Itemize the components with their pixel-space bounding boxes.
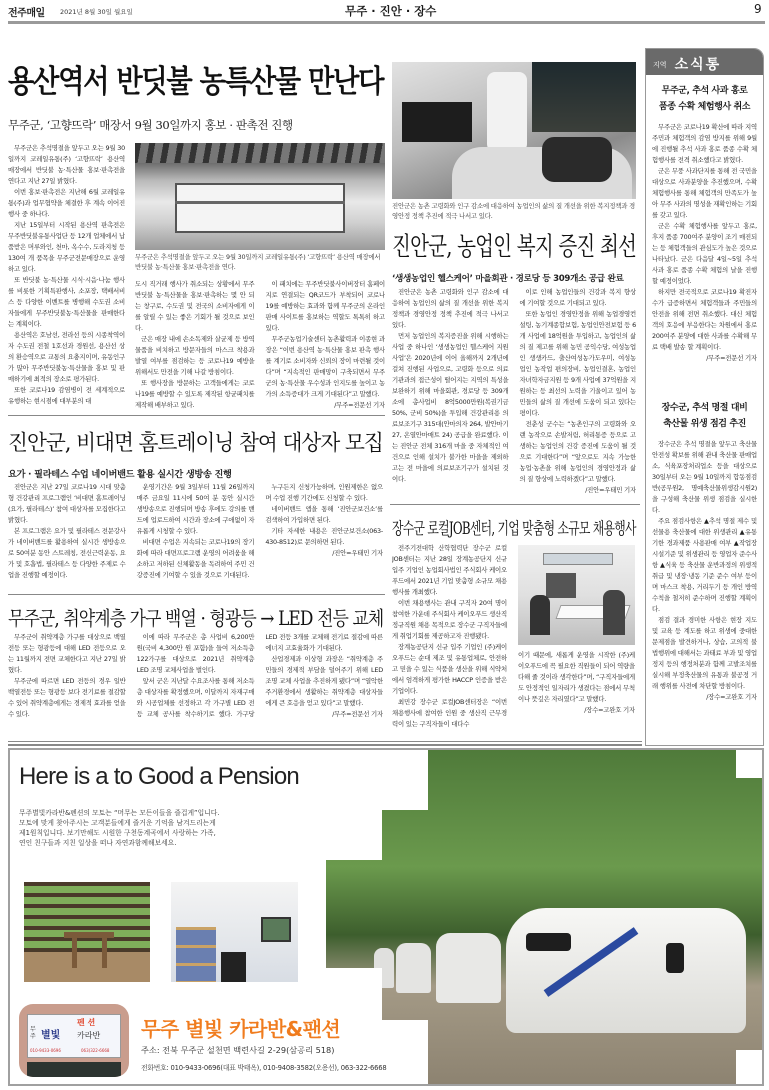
section-double-rule [8, 741, 642, 746]
paragraph: 비대면 수업은 지속되는 코로나19의 장기화에 따라 대면프로그램 운영의 어려움을 해소하고 저하된 신체활동을 독려하여 주민 건강증진에 기여할 수 있을 것으로 기대된다. [136, 538, 255, 579]
ad-intro [19, 808, 319, 848]
sidebar-item-headline [652, 83, 757, 115]
paragraph: 무주군에 따르면 LED 전등의 경우 일반 백열전등 또는 형광등 보다 전기료를 절감할 수 있어 취약계층에게는 경제적 효과를 얻을 수 있다. [8, 677, 126, 718]
sidebar-label-big: 소식통 [674, 57, 722, 73]
photo-caravan-interior [171, 882, 298, 982]
photo-job-interview [518, 545, 635, 645]
ad-title: Here is a to Good a Pension [19, 763, 299, 790]
photo-massage-chair [392, 62, 636, 199]
paragraph: 이 패치에는 무주반딧불사이버장터 홈페이지로 연결되는 QR코드가 부착되어 코로나19를 예방하는 효과와 함께 무주군의 온라인 판매 사이트를 홍보하는 역할도 톡톡히 하고 있다. [265, 280, 385, 332]
sidebar-item [646, 384, 763, 739]
paragraph: 전주기전대학 산학협력단 장수군 로컬JOB센터는 지난 28일 장계농공단지 신규입주 기업인 농업회사법인 주식회사 케이오푸드에서 2021년 기업 맞춤형 소규모 채용행사를 개최했다. [392, 544, 507, 596]
headline-line: 무주군, 추석 사과 홍로 [661, 86, 748, 96]
sidebar-item-headline [652, 400, 757, 432]
intro-line: 무주별빛카라반&펜션의 모토는 “머무는 모든이들을 즐겁게”입니다. [19, 809, 220, 817]
business-phone: 전화번호: 010-9433-0696(대표 박태옥), 010-9408-3582(오용선), 063-322-6668 [141, 1064, 387, 1072]
paragraph: 산업경제과 이상형 과장은 “취약계층 주민들의 경제적 부담을 덜어주기 위해 LED 조명 교체 사업을 추진하게 됐다”며 “열악한 주거환경에서 생활하는 취약계층 대상자들에게 큰 호응을 얻고 있다”고 말했다. [265, 655, 383, 707]
article-column-2 [518, 650, 635, 737]
page-header [0, 0, 769, 24]
headline-line: 축산물 위생 점검 추진 [663, 419, 746, 429]
intro-line: 연인 친구들과 지친 일상을 떠나 자연과함께해보세요. [19, 839, 177, 847]
sidebar-item-body [652, 439, 757, 739]
byline: /무주=전문선 기자 [706, 354, 757, 362]
paragraph: 장계농공단지 신규 입주 기업인 (주)케이오푸드는 순대 제조 및 유통업체로, 안전하고 믿을 수 있는 식품을 생산을 위해 식약처에서 엄격하게 평가한 HACCP 인증을 받은 기업이다. [392, 643, 507, 695]
paragraph: 주요 점검사항은 ▲추석 명절 제수 및 선물용 축산물에 대한 위생관리 ▲유통기한 경과제품 사용판매 여부 ▲작업장 시설기준 및 위생관리 등 영업자 준수사항 ▲식육 등 축산물 운반과정의 위생적 취급 및 냉장·냉동 기준 준수 여부 등이며 마스크 착용, 거리두기 등 개인 방역수칙을 철저히 준수하며 진행할 계획이다. [652, 517, 757, 613]
photo-caption: 무주군은 추석명절을 앞두고 오는 9월 30일까지 코레일유통(주) ‘고향뜨락’ 용산역 매장에서 반딧불 농·특산물 홍보·판촉전을 연다. [135, 253, 381, 271]
business-address: 주소: 전북 무주군 설천면 백련사길 2-29(삼공리 518) [141, 1045, 335, 1055]
paragraph: 지난 15일부터 시작된 용산역 판촉전은 무주반딧불유통사업단 등 12개 업체에서 납품받은 머루와인, 천마, 옥수수, 도라지청 등 130여 개 품목을 무주군전문매장으로 운영하고 있다. [8, 221, 125, 273]
paragraph: 도시 직거래 행사가 취소되는 상황에서 무주반딧불 농·특산물을 홍보·판촉하는 몇 안 되는 창구로, 수도권 및 전국의 소비자에게 이를 알릴 수 있는 좋은 기회가 될 것으로 보인다. [135, 280, 255, 332]
section-title: 무주 · 진안 · 장수 [345, 4, 437, 18]
pension-advertisement [8, 748, 764, 1086]
paragraph: 하지만 전국적으로 코로나19 확진자 수가 급증하면서 체험객들과 주민들의 안전을 위해 전면 취소했다. 대신 체험객의 호응에 부응한다는 차원에서 홍로 200여주 분양에 대한 사과를 수확해 무료 택배 발송 할 계획이다. [652, 288, 757, 351]
paragraph: 이번 채용행사는 관내 구직자 20여 명이 참여한 가운데 주식회사 케이오푸드 생산직 정규직원 채용 목적으로 장수군 구직자들에게 취업기회를 제공하고자 진행됐다. [392, 599, 507, 640]
paragraph: 군은 매장 내에 손소독제와 살균제 등 방역물품을 비치하고 방문자들의 마스크 착용과 발열 여부를 점검하는 등 코로나19 예방을 위해서도 만전을 기해 나갈 방침이다. [135, 335, 255, 376]
paper-name: 전주매일 [8, 8, 45, 19]
paragraph: 또 반딧불 농·특산물 시식·시음·나눔 행사를 비롯한 기획특판행사, 소포장, 택배서비스 등 다양한 이벤트를 병행해 수도권 소비자들에게 무주반딧불농·특산물을 판매한다는 계획이다. [8, 276, 125, 328]
divider [8, 594, 385, 595]
divider [8, 415, 385, 416]
headline: 진안군, 농업인 복지 증진 최선 [392, 232, 637, 262]
paragraph: 누구든지 신청가능하며, 인원제한은 없으며 수업 진행 기간에도 신청할 수 있다. [265, 483, 383, 502]
photo-deck-picnic-table [24, 882, 150, 982]
byline: /진안=우태민 기자 [585, 486, 636, 494]
sidebar-label-small: 지역 [653, 61, 667, 69]
intro-line: 제1원칙입니다. 보기만해도 시원한 구천동계곡에서 사랑하는 가족, [19, 829, 216, 837]
paragraph: 운영기간은 9월 3일부터 11월 26일까지 매주 금요일 11시에 50여 분 동안 실시간 생방송으로 진행되며 방송 후에도 강의를 밴드에 업로드하여 시간과 장소에 구애없이 자유롭게 시청할 수 있다. [136, 483, 255, 535]
intro-line: 모토에 맞게 찾아주시는 고객분들에게 즐거운 기억을 남겨드리는게 [19, 819, 216, 827]
article-columns-2-3 [135, 279, 385, 411]
paragraph: 군은 수확 체험행사를 앞두고 홍로, 후지 품종 700여주 분양이 조기 매진되는 등 체험객들의 관심도가 높은 것으로 나타났다. 군은 다음달 4일~5일 추석사과 홍로 품종 수확 체험의 날을 진행할 예정이었다. [652, 222, 757, 285]
article-column-1 [392, 543, 507, 737]
paragraph: 기타 자세한 내용은 진안군보건소(063-430-8512)로 문의하면 된다. [265, 527, 383, 546]
page-number: 9 [754, 2, 762, 16]
subtitle: 무주군, ‘고향뜨락’ 매장서 9월 30일까지 홍보 · 판촉전 진행 [8, 118, 293, 132]
photo-pension-signboard [19, 1004, 129, 1077]
paragraph: 또한 농업인 경영안정을 위해 농업경영컨설팅, 농기계종합보험, 농업인안전보험 등 6개 사업에 18억원을 투입하고, 농업인의 삶의 질 제고를 위해 농민 공익수당, 여성농업인 생생카드, 출산여성농가도우미, 여성농업인 농작업 편의장비, 농업인결혼, 농업인 자녀학자금지원 등 9개 사업에 37억원을 지원하는 등 최선의 노력을 기울이고 있어 농민들의 삶의 질 개선에 도움이 되고 있다는 평이다. [519, 310, 636, 417]
paragraph: 군은 무풍 사과단지를 통해 전 국민을 대상으로 사과분양을 추진했으며, 수확 체험행사를 통해 체험객의 만족도가 높아 무주 사과의 명성을 재확인하는 기회를 갖고 있다. [652, 167, 757, 219]
paragraph: 최민강 장수군 로컬JOB센터장은 “이번 채용행사에 참여한 인원 중 생산직 근무경력이 있는 구직자들이 대다수 [392, 698, 507, 728]
headline-line: 품종 수확 체험행사 취소 [658, 102, 751, 112]
photo-yongsan-station-booth [135, 143, 385, 250]
paragraph: 진안군은 지난 27일 코로나19 시대 맞춤형 건강관리 프로그램인 ‘비대면 홈트레이닝(요가, 필라테스)’ 참여 대상자를 모집한다고 밝혔다. [8, 483, 126, 524]
headline: 장수군 로컬JOB센터, 기업 맞춤형 소규모 채용행사 [392, 519, 636, 538]
business-name: 무주 별빛 카라반&팬션 [141, 1017, 341, 1041]
headline-line: 장수군, 추석 명절 대비 [661, 403, 748, 413]
article-body [8, 482, 383, 590]
article-column-1 [8, 143, 125, 407]
paragraph: 또 행사장을 방문하는 고객들에게는 코로나19를 예방할 수 있도록 제작된 항균패치를 제작해 배부하고 있다. [135, 379, 255, 409]
article-body [392, 287, 636, 500]
sidebar-item [646, 75, 763, 384]
byline: /장수=고완호 기자 [706, 693, 757, 701]
paragraph: 용산역은 호남선, 전라선 등의 시종착역이자 수도권 전철 1호선과 경원선, 용산선 상의 환승역으로 교통의 요충지이며, 유동인구가 많아 무주반딧불농·특산물을 홍보 및 판매하기에 최적의 장소로 평가된다. [8, 331, 125, 383]
paragraph: 무주군은 추석명절을 앞두고 오는 9월 30일까지 코레일유통(주) ‘고향뜨락’ 용산역 매장에서 반딧불 농·특산물 홍보·판촉전을 연다고 지난 27일 밝혔다. [8, 144, 125, 185]
paragraph: 네이버밴드 앱을 통해 ‘진안군보건소’를 검색하여 가입하면 된다. [265, 505, 383, 524]
paragraph: 본 프로그램은 요가 및 필라테스 전문강사가 네이버밴드를 활용하여 실시간 생방송으로 50여분 동안 스트레칭, 전신근력운동, 요가 및 호흡법, 필라테스 등 다양한 주제로 수업을 진행할 예정이다. [8, 527, 126, 579]
sign-phone2: 063)322-6668 [81, 1048, 110, 1053]
issue-date: 2021년 8월 30일 월요일 [60, 8, 133, 16]
divider [390, 504, 640, 505]
paragraph: 진안군은 농촌 고령화와 인구 감소에 대응하여 농업인의 삶의 질 개선을 위한 복지정책과 경영안정 정책 추진에 적극 나서고 있다. [392, 288, 509, 329]
headline: 무주군, 취약계층 가구 백열 · 형광등 → LED 전등 교체 [8, 607, 384, 630]
paragraph: 이에 따라 무주군은 총 사업비 6,200만 원(국비 4,300만 원 포함)을 들여 저소득층 122가구를 대상으로 2021년 취약계층 LED 조명 교체사업을 벌인다. [136, 633, 255, 674]
headline: 진안군, 비대면 홈트레이닝 참여 대상자 모집 [8, 431, 383, 456]
paragraph: 또한 코로나19 감염병이 전 세계적으로 유행하는 현시점에 대부분의 대 [8, 386, 125, 405]
sidebar-item-body [652, 122, 757, 384]
sidebar-news-box [645, 48, 764, 746]
paragraph: 이로 인해 농업인들의 건강과 복지 향상에 기여할 것으로 기대되고 있다. [519, 288, 636, 307]
paragraph: 장수군은 추석 명절을 앞두고 축산물 안전성 확보를 위해 관내 축산물 판매업소, 식육포장처리업소 등을 대상으로 30일부터 오는 9월 10일까지 합동점검반(공무원2, 명예축산물위생감시원2)을 구성해 축산물 위생 점검을 실시한다. [652, 440, 757, 514]
byline: /무주=전문선 기자 [332, 710, 383, 718]
photo-caption: 진안군은 농촌 고령화와 인구 감소에 대응하여 농업인의 삶의 질 개선을 위한 복지정책과 경영안정 정책 추진에 적극 나서고 있다. [392, 202, 635, 220]
sign-line1: 펜 션 [77, 1018, 96, 1027]
byline: /진안=우태민 기자 [332, 549, 383, 557]
paragraph: 무주군이 취약계층 가구를 대상으로 백열전등 또는 형광등에 대해 LED 전등으로 오는 11월까지 전면 교체한다고 지난 27일 밝혔다. [8, 633, 126, 674]
paragraph: 이번 홍보·판촉전은 지난해 6월 코레일유통(주)과 업무협약을 체결한 후 계속 이어진 행사 중 하나다. [8, 188, 125, 218]
sign-line2: 카라반 [77, 1031, 101, 1040]
header-rule [8, 21, 765, 24]
paragraph: 무주군농업기술센터 농촌활력과 이종현 과장은 “이번 용산역 농·특산물 홍보 판촉 행사를 계기로 소비자와 신뢰의 장이 마련될 것이다”며 “지속적인 판매망이 구축되면서 무주군의 농·특산물 우수성과 인지도를 높이고 농가의 소득증대가 크게 기대된다”고 말했다. [265, 335, 385, 398]
byline: /무주=전문선 기자 [334, 401, 385, 409]
article-body [8, 632, 383, 738]
paragraph: 무주군은 코로나19 확산에 따라 지역 주민과 체험객의 감염 방지를 위해 9월에 진행될 추석 사과 홍로 품종 수확 체험행사를 전격 취소했다고 밝혔다. [652, 123, 757, 164]
paragraph: 전춘성 군수는 “농촌인구의 고령화와 오랜 농작으로 손발저림, 허리통증 등으로 고생하는 농업인의 건강 증진에 도움이 될 것으로 기대한다”며 “앞으로도 지속 가능한 농업·농촌을 위해 농업인의 경영안정과 삶의 질 향상에 노력하겠다”고 말했다. [519, 420, 636, 483]
sign-name: 별빛 [41, 1030, 61, 1041]
subtitle: 요가 · 필라테스 수업 네이버밴드 활용 실시간 생방송 진행 [8, 469, 232, 480]
paragraph: 점검 결과 경미한 사항은 현장 지도 및 교육 등 계도를 하고 위생에 중대한 문제점을 발견하거나, 상습, 고의적 불법행위에 대해서는 과태료 부과 및 영업정지 등의 행정처분과 함께 고발조치를 실시해 부정축산물의 유통과 불공정 거래 행위를 사전에 차단할 방침이다. [652, 616, 757, 690]
byline: /장수=고완호 기자 [584, 706, 635, 714]
paragraph: 먼저 농업인의 복지증진을 위해 시행하는 사업 중 하나인 ‘생생농업인 헬스케어 지원사업’은 2020년에 이어 올해까지 2개년에 걸쳐 진행된 사업으로, 고령화 등으로 의료기관과의 접근성이 떨어지는 지역의 특성을 보완하기 위해 마을회관, 경로당 등 309개소에 총사업비 8억5000만원(복권기금 50%, 군비 50%)을 투입해 건강관리용 의료보조기구 315대(안마의자 264, 발안마기 27, 온열안마매트 24) 공급을 완료했다. 이는 진안군 전체 316개 마을 중 자체적인 여건으로 인해 설치가 불가한 마을을 제외하고는 전 마을에 의료보조기구가 설치된 것이다. [392, 332, 509, 483]
paragraph: 앞서 군은 지난달 수요조사를 통해 저소득층 대상자를 확정했으며, 이달까지 자재구매와 시공업체를 선정하고 각 가구별 LED 전등 교체 공사를 착수하기로 했다. 가구당 LED 전등 3개를 교체해 전기료 절감에 따른 에너지 고효율화가 기대된다. [136, 633, 383, 718]
sign-phone1: 010-9433-0696 [30, 1048, 61, 1053]
headline: 용산역서 반딧불 농특산물 만난다 [8, 64, 384, 100]
sign-town: 무주 [30, 1026, 36, 1040]
sidebar-header [646, 49, 763, 75]
subtitle: ‘생생농업인 헬스케어’ 마을회관 · 경로당 등 309개소 공급 완료 [392, 274, 624, 284]
paragraph: 이기 때문에, 새롭게 운영을 시작한 (주)케이오푸드에 꼭 필요한 직원들이 되어 역량을 다해 줄 것이라 생각한다”며, “구직자들에게도 안정적인 일자리가 생겼다는 점에서 무척이나 뜻깊은 자리였다”고 말했다. [518, 651, 635, 703]
